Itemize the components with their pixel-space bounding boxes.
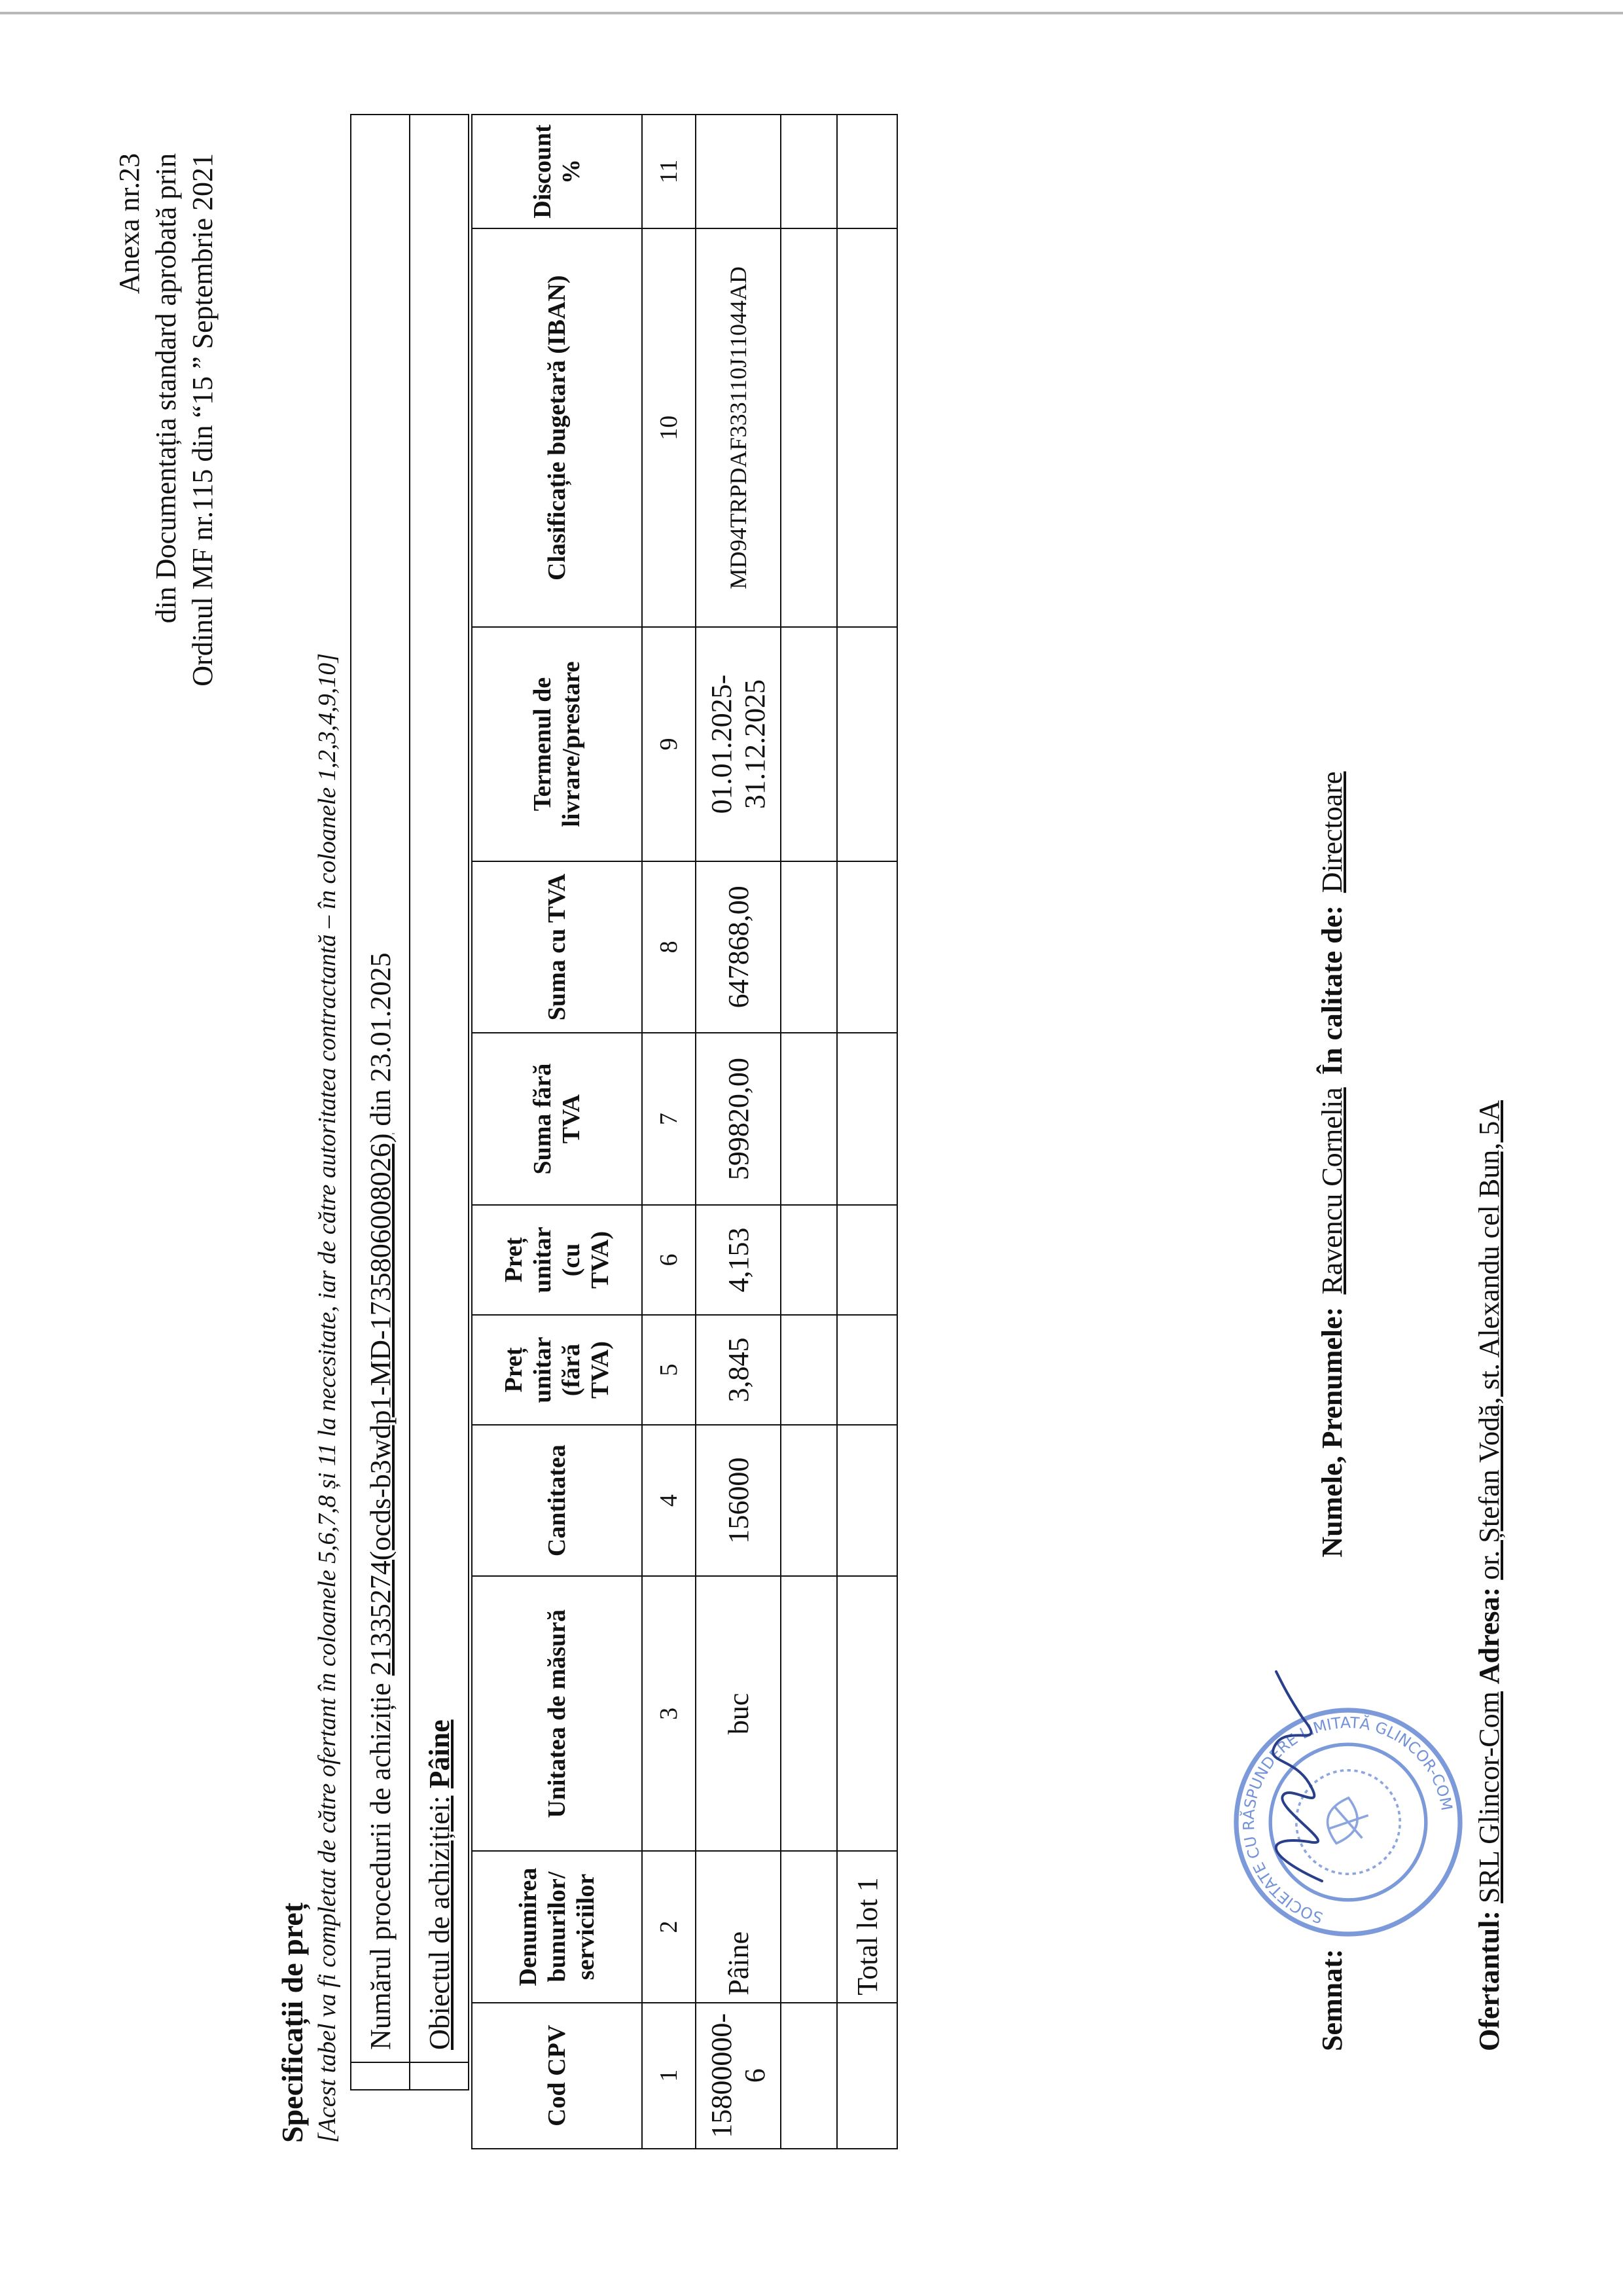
header-price-no-vat: Preț unitar (fără TVA) bbox=[472, 1315, 642, 1425]
procurement-object-row bbox=[410, 115, 469, 2090]
annex-source: din Documentația standard aprobată prin bbox=[150, 153, 182, 624]
address-value: or. Ștefan Vodă, st. Alexandu cel Bun, 5A bbox=[1473, 1100, 1505, 1580]
header-cpv: Cod CPV bbox=[472, 2003, 642, 2149]
address-label: Adresa: bbox=[1473, 1587, 1505, 1685]
header-name: Denumirea bunurilor/ serviciilor bbox=[472, 1851, 642, 2002]
cell-unit: buc bbox=[696, 1576, 781, 1851]
cell-name: Pâine bbox=[696, 1851, 781, 2002]
cell-term: 01.01.2025-31.12.2025 bbox=[696, 627, 781, 861]
name-value: Ravencu Cornelia bbox=[1316, 1087, 1348, 1295]
procurement-number-label: Numărul procedurii de achiziție bbox=[364, 1683, 397, 2050]
cell-price-no-vat: 3,845 bbox=[696, 1315, 781, 1425]
column-number: 5 bbox=[642, 1315, 696, 1425]
total-label: Total lot 1 bbox=[837, 1851, 897, 2002]
empty-row bbox=[781, 115, 837, 2149]
column-number: 1 bbox=[642, 2003, 696, 2149]
annex-number: Anexa nr.23 bbox=[113, 153, 145, 295]
procurement-number-cell bbox=[351, 115, 410, 2062]
name-label: Numele, Prenumele: bbox=[1316, 1306, 1348, 1558]
offerer-value: SRL Glincor-Com bbox=[1473, 1691, 1505, 1903]
role-value: Directoare bbox=[1316, 771, 1348, 893]
stamp-text: SOCIETATE CU RĂSPUNDERE LIMITATĂ GLINCOR-COM bbox=[1239, 1713, 1457, 1928]
offerer-line bbox=[1472, 1100, 1506, 2051]
procurement-number-value: 21335274(ocds-b3wdp1-MD-1735806008026) bbox=[364, 1133, 397, 1676]
header-discount: Discount % bbox=[472, 115, 642, 228]
cell-price-vat: 4,153 bbox=[696, 1205, 781, 1315]
procurement-number-date: din 23.01.2025 bbox=[364, 952, 397, 1126]
column-number: 6 bbox=[642, 1205, 696, 1315]
landscape-sheet bbox=[59, 101, 1564, 2195]
scan-edge-line bbox=[0, 12, 1623, 14]
procurement-object-value: Pâine bbox=[423, 1719, 455, 1789]
header-term: Termenul de livrare/prestare bbox=[472, 627, 642, 861]
column-number: 9 bbox=[642, 627, 696, 861]
cell-cpv: 15800000-6 bbox=[696, 2003, 781, 2149]
signed-label: Semnat: bbox=[1316, 1948, 1348, 2051]
procurement-number-row bbox=[351, 115, 410, 2090]
column-number: 11 bbox=[642, 115, 696, 228]
annex-order: Ordinul MF nr.115 din “15 ” Septembrie 2021 bbox=[187, 153, 219, 687]
header-iban: Clasificație bugetară (IBAN) bbox=[472, 228, 642, 627]
role-label: În calitate de: bbox=[1316, 905, 1348, 1075]
header-quantity: Cantitatea bbox=[472, 1425, 642, 1576]
procurement-object-cell bbox=[410, 115, 469, 2062]
column-number-row bbox=[642, 115, 696, 2149]
header-sum-no-vat: Suma fără TVA bbox=[472, 1033, 642, 1205]
cell-sum-vat: 647868,00 bbox=[696, 861, 781, 1033]
header-unit: Unitatea de măsură bbox=[472, 1576, 642, 1851]
column-number: 8 bbox=[642, 861, 696, 1033]
annex-reference bbox=[111, 153, 221, 687]
procurement-object-label: Obiectul de achiziției: bbox=[423, 1795, 455, 2050]
cell-sum-no-vat: 599820,00 bbox=[696, 1033, 781, 1205]
header-sum-vat: Suma cu TVA bbox=[472, 861, 642, 1033]
price-specification-table bbox=[471, 114, 898, 2149]
header-row bbox=[472, 115, 642, 2149]
cell-quantity: 156000 bbox=[696, 1425, 781, 1576]
column-number: 4 bbox=[642, 1425, 696, 1576]
column-number: 2 bbox=[642, 1851, 696, 2002]
column-number: 10 bbox=[642, 228, 696, 627]
page-title: Specificații de preț bbox=[276, 1902, 309, 2143]
header-price-vat: Preț unitar (cu TVA) bbox=[472, 1205, 642, 1315]
procurement-info-table bbox=[350, 114, 469, 2090]
column-number: 7 bbox=[642, 1033, 696, 1205]
signature-line bbox=[1315, 766, 1349, 2051]
cell-iban: MD94TRPDAF333110J11044AD bbox=[696, 228, 781, 627]
column-number: 3 bbox=[642, 1576, 696, 1851]
total-row bbox=[837, 115, 897, 2149]
cell-discount bbox=[696, 115, 781, 228]
instruction-note: [Acest tabel va fi completat de către ofertant în coloanele 5,6,7,8 și 11 la necesitate, iar de către autoritatea contractantă – în coloanele 1,2,3,4,9,10] bbox=[313, 653, 341, 2143]
offerer-label: Ofertantul: bbox=[1473, 1910, 1505, 2051]
table-row bbox=[696, 115, 781, 2149]
